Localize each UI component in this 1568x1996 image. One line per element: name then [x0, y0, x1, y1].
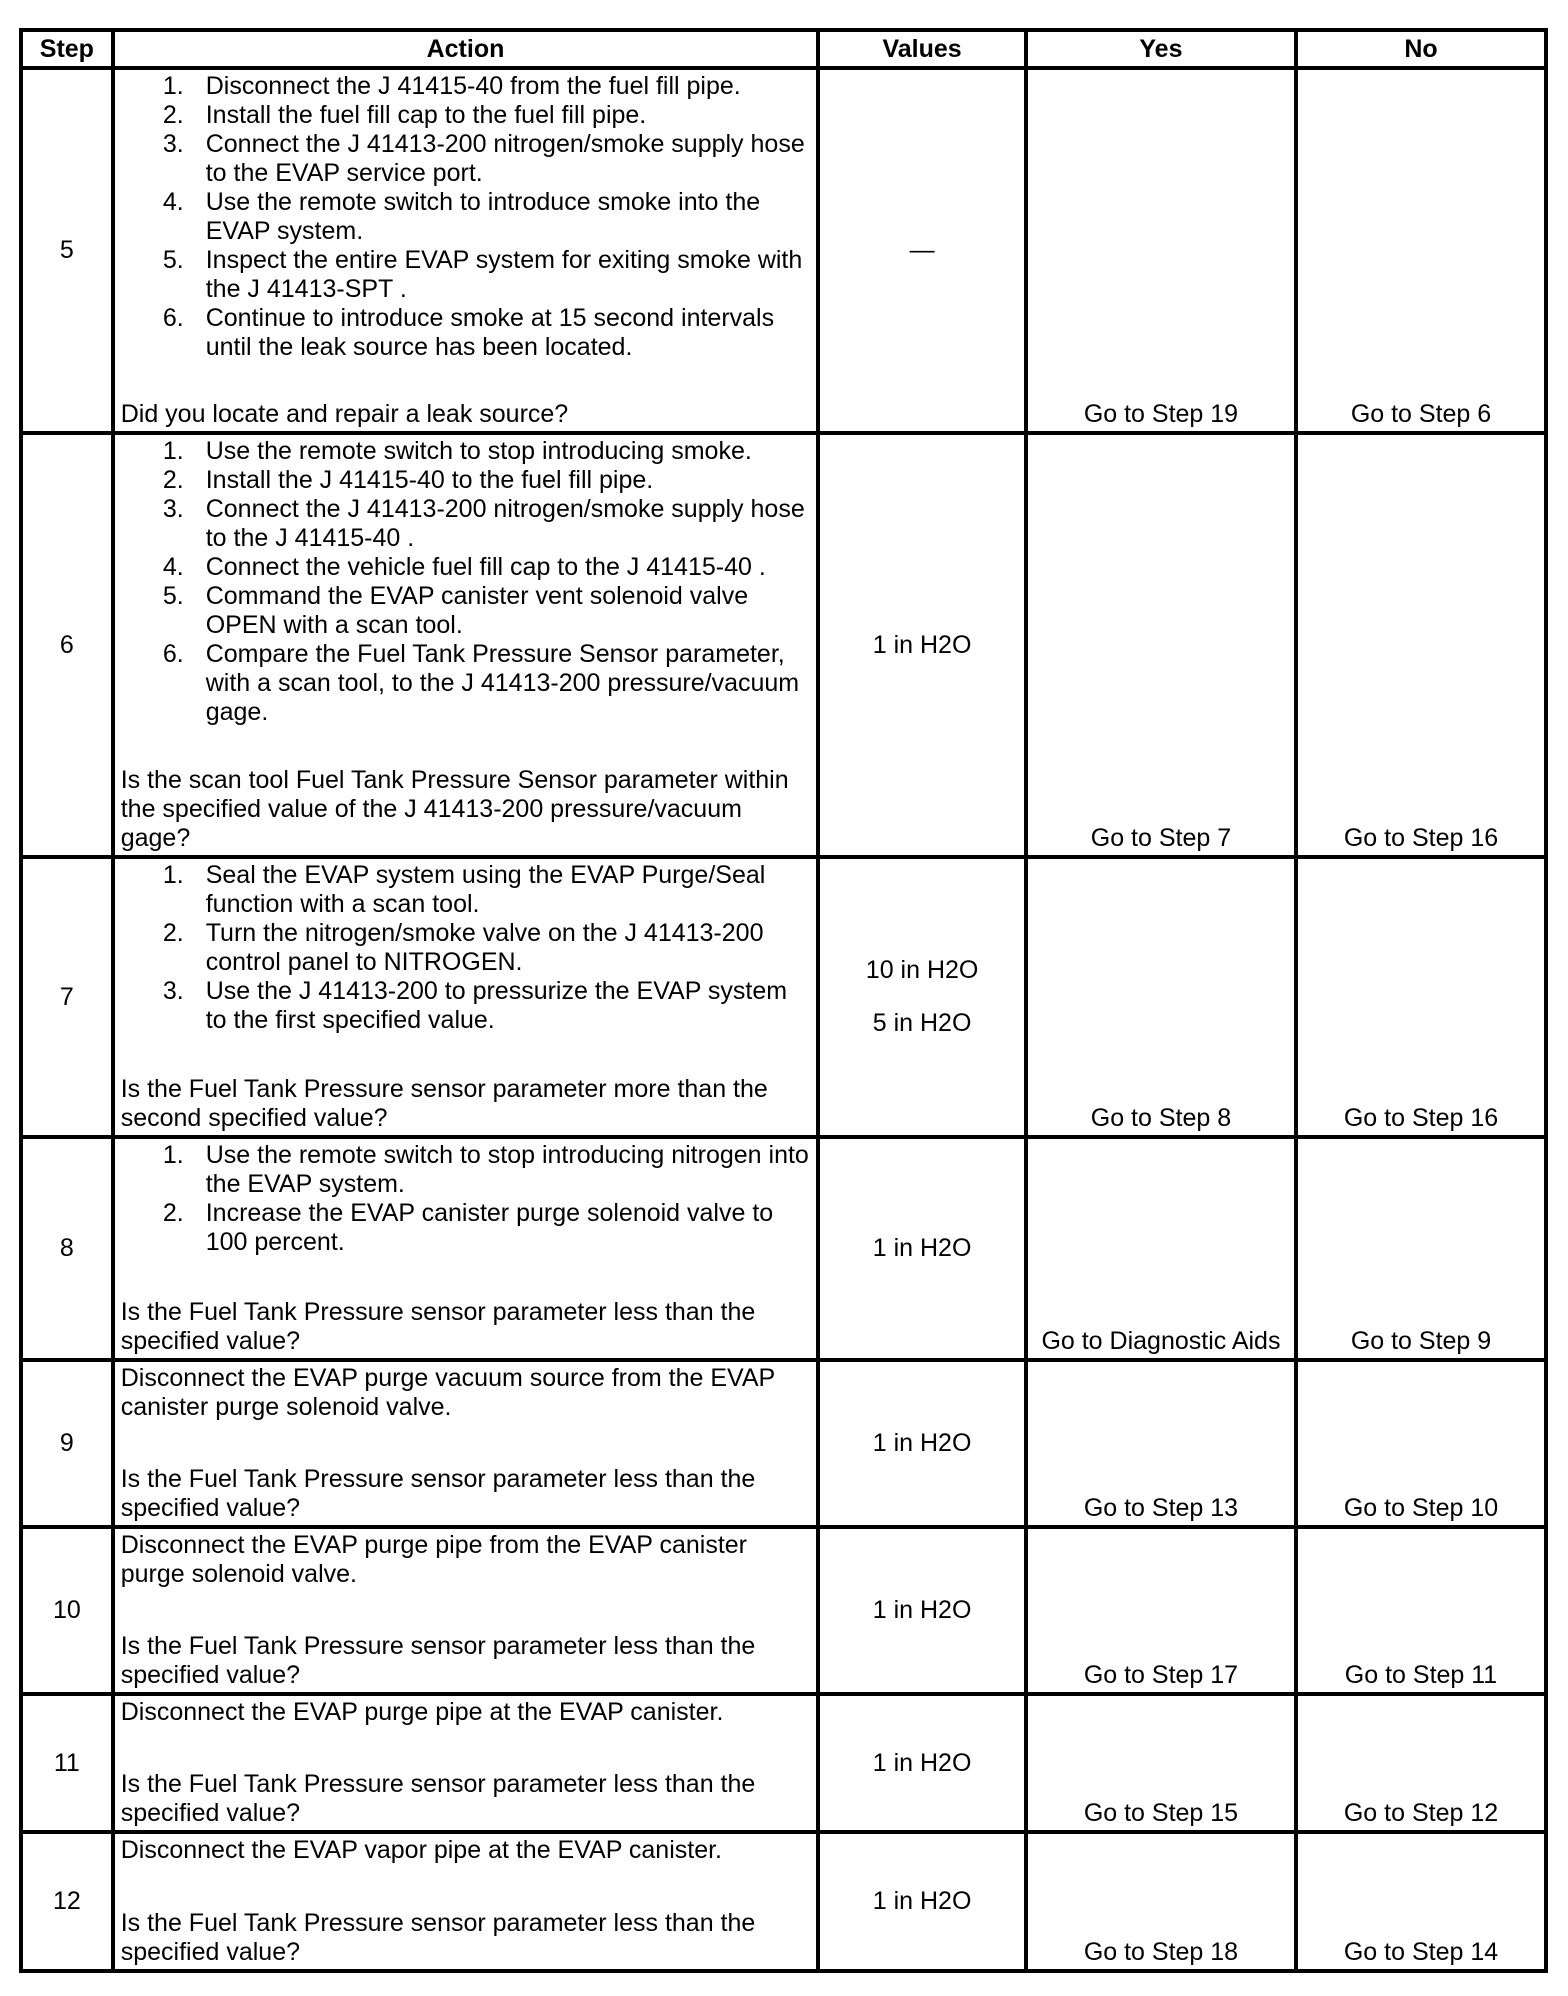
action-cell	[113, 1832, 819, 1971]
action-cell	[113, 1527, 819, 1694]
action-lead-text: Disconnect the EVAP purge pipe at the EVAP canister.	[120, 1698, 724, 1726]
value-text: 1 in H2O	[872, 1748, 972, 1777]
no-result: Go to Step 10	[1296, 1360, 1546, 1527]
instruction-item	[121, 466, 813, 495]
action-lead-text: Disconnect the EVAP vapor pipe at the EVAP canister.	[120, 1836, 723, 1864]
instruction-item	[121, 919, 813, 977]
table-row	[21, 1694, 1546, 1832]
step-number: 10	[21, 1527, 113, 1694]
instruction-text: Disconnect the J 41415-40 from the fuel fill pipe.	[205, 72, 741, 100]
step-number: 12	[21, 1832, 113, 1971]
instruction-number: 4.	[162, 188, 184, 216]
action-question: Is the Fuel Tank Pressure sensor parameter less than the specified value?	[120, 1298, 756, 1355]
instruction-text: Connect the J 41413-200 nitrogen/smoke supply hose to the EVAP service port.	[205, 130, 805, 187]
instruction-text: Install the J 41415-40 to the fuel fill pipe.	[205, 466, 654, 494]
value-text: 1 in H2O	[872, 630, 972, 659]
table-row	[21, 1360, 1546, 1527]
yes-result: Go to Step 7	[1026, 433, 1296, 857]
instruction-number: 1.	[162, 437, 184, 465]
action-cell	[113, 1360, 819, 1527]
instruction-item	[121, 130, 813, 188]
value-text: 1 in H2O	[872, 1429, 972, 1457]
yes-result: Go to Diagnostic Aids	[1026, 1137, 1296, 1360]
instruction-number: 2.	[162, 101, 184, 129]
action-cell	[113, 1694, 819, 1832]
instruction-number: 1.	[162, 861, 184, 889]
step-number: 8	[21, 1137, 113, 1360]
instruction-item	[121, 977, 813, 1035]
table-row	[21, 1527, 1546, 1694]
instruction-text: Connect the vehicle fuel fill cap to the J 41415-40 .	[205, 553, 766, 581]
instruction-item	[121, 246, 813, 304]
instruction-item	[121, 437, 813, 466]
table-row	[21, 1832, 1546, 1971]
instruction-number: 5.	[162, 246, 184, 274]
instruction-list	[121, 861, 813, 1035]
instruction-text: Use the remote switch to introduce smoke into the EVAP system.	[205, 188, 761, 245]
table-row	[21, 857, 1546, 1137]
table-header	[21, 30, 1546, 68]
instruction-text: Use the J 41413-200 to pressurize the EVAP system to the first specified value.	[205, 977, 788, 1034]
no-result: Go to Step 9	[1296, 1137, 1546, 1360]
instruction-number: 3.	[162, 495, 184, 523]
header-values: Values	[818, 30, 1026, 68]
instruction-number: 2.	[162, 919, 184, 947]
action-question: Is the Fuel Tank Pressure sensor parameter less than the specified value?	[120, 1465, 756, 1522]
instruction-list	[121, 437, 813, 727]
yes-result: Go to Step 18	[1026, 1832, 1296, 1971]
values-cell	[818, 68, 1026, 433]
instruction-item	[121, 1199, 813, 1257]
header-step: Step	[21, 30, 113, 68]
header-yes: Yes	[1026, 30, 1296, 68]
instruction-item	[121, 72, 813, 101]
instruction-list	[121, 1141, 813, 1257]
yes-result: Go to Step 15	[1026, 1694, 1296, 1832]
instruction-list	[121, 72, 813, 362]
values-cell	[818, 433, 1026, 857]
action-question: Is the Fuel Tank Pressure sensor parameter less than the specified value?	[120, 1909, 756, 1966]
instruction-text: Use the remote switch to stop introducing nitrogen into the EVAP system.	[205, 1141, 809, 1198]
value-text: 10 in H2O	[865, 956, 979, 984]
instruction-number: 3.	[162, 130, 184, 158]
table-body	[21, 68, 1546, 1971]
values-cell	[818, 1832, 1026, 1971]
action-cell	[113, 433, 819, 857]
action-lead-text: Disconnect the EVAP purge pipe from the EVAP canister purge solenoid valve.	[120, 1531, 747, 1588]
value-text: 1 in H2O	[872, 1596, 972, 1624]
values-cell	[818, 1527, 1026, 1694]
yes-result: Go to Step 13	[1026, 1360, 1296, 1527]
step-number: 6	[21, 433, 113, 857]
yes-result: Go to Step 19	[1026, 68, 1296, 433]
instruction-number: 1.	[162, 72, 184, 100]
action-lead-text: Disconnect the EVAP purge vacuum source from the EVAP canister purge solenoid valve.	[120, 1364, 775, 1421]
instruction-item	[121, 304, 813, 362]
value-text: —	[909, 236, 935, 264]
no-result: Go to Step 6	[1296, 68, 1546, 433]
yes-result: Go to Step 17	[1026, 1527, 1296, 1694]
values-cell	[818, 857, 1026, 1137]
step-number: 7	[21, 857, 113, 1137]
diagnostic-table	[19, 28, 1548, 1973]
header-action: Action	[113, 30, 819, 68]
no-result: Go to Step 16	[1296, 857, 1546, 1137]
values-cell	[818, 1137, 1026, 1360]
step-number: 9	[21, 1360, 113, 1527]
instruction-text: Increase the EVAP canister purge solenoid valve to 100 percent.	[205, 1199, 774, 1256]
instruction-text: Inspect the entire EVAP system for exiting smoke with the J 41413-SPT .	[205, 246, 803, 303]
action-question: Is the scan tool Fuel Tank Pressure Sensor parameter within the specified value of the J 41413-200 pressure/vacuum gage?	[120, 766, 789, 852]
instruction-number: 2.	[162, 1199, 184, 1227]
table-row	[21, 68, 1546, 433]
instruction-number: 6.	[162, 640, 184, 668]
instruction-text: Connect the J 41413-200 nitrogen/smoke supply hose to the J 41415-40 .	[205, 495, 805, 552]
action-cell	[113, 68, 819, 433]
action-question: Is the Fuel Tank Pressure sensor parameter more than the second specified value?	[120, 1075, 768, 1132]
instruction-text: Command the EVAP canister vent solenoid valve OPEN with a scan tool.	[205, 582, 749, 639]
value-text: 1 in H2O	[872, 1234, 972, 1262]
action-question: Did you locate and repair a leak source?	[120, 400, 569, 428]
instruction-item	[121, 553, 813, 582]
instruction-text: Install the fuel fill cap to the fuel fill pipe.	[205, 101, 647, 129]
instruction-text: Compare the Fuel Tank Pressure Sensor parameter, with a scan tool, to the J 41413-200 pressure/vacuum gage.	[205, 640, 800, 726]
instruction-text: Use the remote switch to stop introducing smoke.	[205, 437, 752, 465]
instruction-number: 4.	[162, 553, 184, 581]
instruction-text: Continue to introduce smoke at 15 second intervals until the leak source has been located.	[205, 304, 775, 361]
instruction-item	[121, 495, 813, 553]
instruction-item	[121, 861, 813, 919]
no-result: Go to Step 16	[1296, 433, 1546, 857]
instruction-text: Seal the EVAP system using the EVAP Purge/Seal function with a scan tool.	[205, 861, 766, 918]
values-cell	[818, 1694, 1026, 1832]
table-row	[21, 1137, 1546, 1360]
instruction-number: 3.	[162, 977, 184, 1005]
value-text: 1 in H2O	[872, 1887, 972, 1915]
instruction-item	[121, 1141, 813, 1199]
no-result: Go to Step 12	[1296, 1694, 1546, 1832]
yes-result: Go to Step 8	[1026, 857, 1296, 1137]
step-number: 5	[21, 68, 113, 433]
value-text: 5 in H2O	[872, 1009, 972, 1037]
instruction-number: 2.	[162, 466, 184, 494]
instruction-item	[121, 640, 813, 727]
instruction-text: Turn the nitrogen/smoke valve on the J 41413-200 control panel to NITROGEN.	[205, 919, 764, 976]
step-number: 11	[21, 1694, 113, 1832]
instruction-item	[121, 582, 813, 640]
instruction-number: 5.	[162, 582, 184, 610]
instruction-number: 6.	[162, 304, 184, 332]
action-question: Is the Fuel Tank Pressure sensor parameter less than the specified value?	[120, 1632, 756, 1689]
values-cell	[818, 1360, 1026, 1527]
instruction-number: 1.	[162, 1141, 184, 1169]
instruction-item	[121, 101, 813, 130]
instruction-item	[121, 188, 813, 246]
action-question: Is the Fuel Tank Pressure sensor parameter less than the specified value?	[120, 1770, 756, 1827]
no-result: Go to Step 11	[1296, 1527, 1546, 1694]
action-cell	[113, 1137, 819, 1360]
no-result: Go to Step 14	[1296, 1832, 1546, 1971]
header-no: No	[1296, 30, 1546, 68]
action-cell	[113, 857, 819, 1137]
table-row	[21, 433, 1546, 857]
